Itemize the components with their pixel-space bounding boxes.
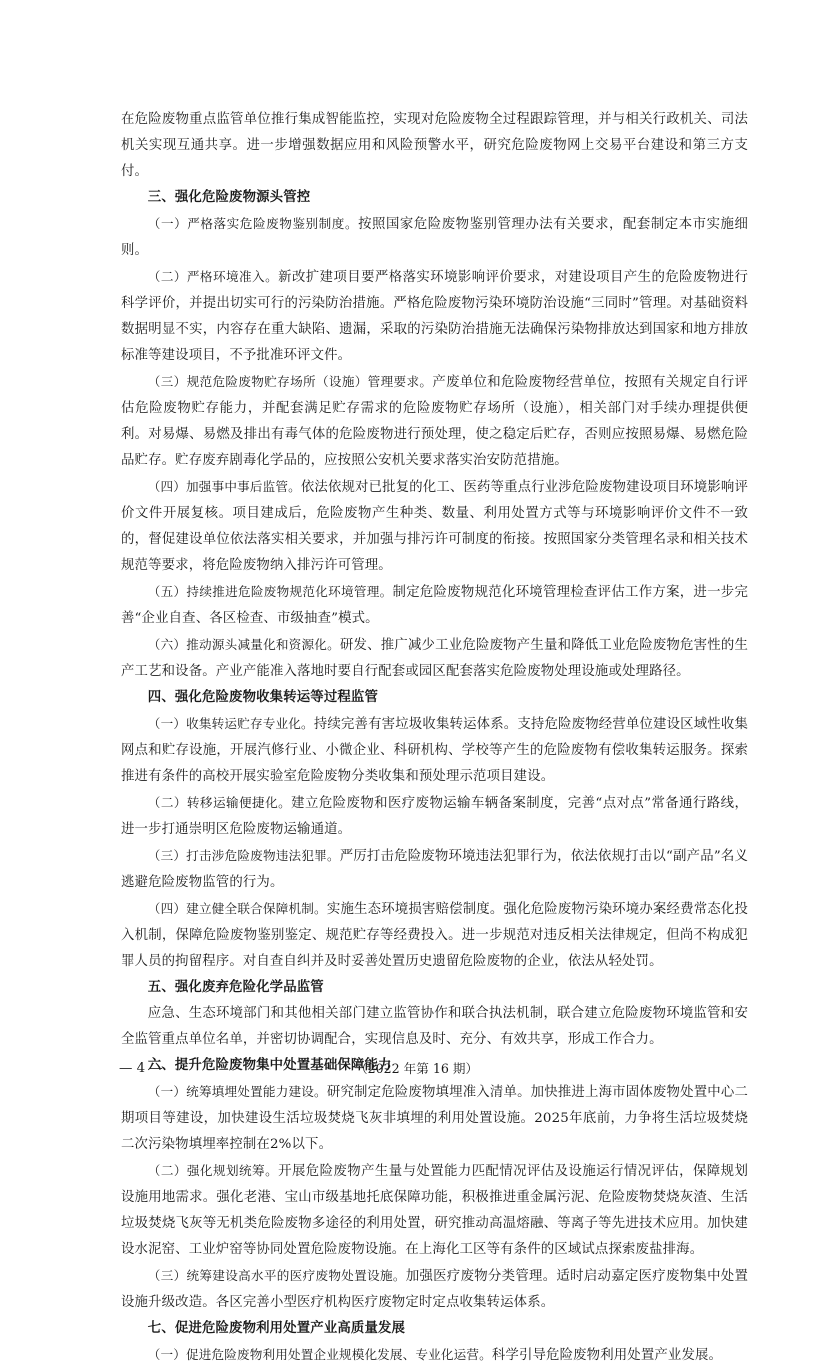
- section-heading: 七、促进危险废物利用处置产业高质量发展: [147, 1321, 406, 1336]
- section-heading: 五、强化废弃危险化学品监管: [147, 980, 324, 995]
- section-heading: 四、强化危险废物收集转运等过程监管: [147, 690, 378, 705]
- paragraph-lead: （五）持续推进危险废物规范化环境管理。: [147, 584, 393, 599]
- paragraph-lead: （二）强化规划统筹。: [147, 1163, 279, 1178]
- paragraph-text: 新改扩建项目要严格落实环境影响评价要求，对建设项目产生的危险废物进行科学评价，并提出切实可行的污染防治措施。严格危险废物污染环境防治设施“三同时”管理。对基础资料数据明显不实，内容存在重大缺陷、遗漏，采取的污染防治措施无法确保污染物排放达到国家和地方排放标准等建设项目，不予批准环评文件。: [121, 270, 749, 363]
- section-heading: 三、强化危险废物源头管控: [147, 190, 311, 205]
- paragraph-text: 在危险废物重点监管单位推行集成智能监控，实现对危险废物全过程跟踪管理，并与相关行政机关、司法机关实现互通共享。进一步增强数据应用和风险预警水平，研究危险废物网上交易平台建设和第三方支付。: [121, 112, 748, 179]
- page-number: — 4 —: [119, 1061, 163, 1076]
- paragraph: [121, 474, 748, 579]
- paragraph-lead: （六）推动源头减量化和资源化。: [147, 637, 340, 652]
- issue-label: （2022 年第 16 期）: [355, 1061, 479, 1076]
- paragraph-lead: （三）规范危险废物贮存场所（设施）管理要求。: [147, 374, 433, 389]
- paragraph: [121, 896, 748, 975]
- paragraph-lead: （三）统筹建设高水平的医疗废物处置设施。: [147, 1268, 406, 1283]
- paragraph: [121, 1263, 748, 1316]
- paragraph: [121, 369, 748, 474]
- paragraph-text: 研究制定危险废物填埋准入清单。加快推进上海市固体废物处置中心二期项目等建设，加快建设生活垃圾焚烧飞灰非填埋的利用处置设施。2025年底前，力争将生活垃圾焚烧二次污染物填埋率控制在2%以下。: [121, 1085, 748, 1152]
- paragraph-text: 依法依规对已批复的化工、医药等重点行业涉危险废物建设项目环境影响评价文件开展复核。项目建成后，危险废物产生种类、数量、利用处置方式等与环境影响评价文件不一致的，督促建设单位依法落实相关要求，并加强与排污许可制度的衔接。按照国家分类管理名录和相关技术规范等要求，将危险废物纳入排污许可管理。: [121, 480, 748, 573]
- paragraph: [121, 711, 748, 790]
- paragraph: [121, 264, 748, 369]
- paragraph: [121, 107, 748, 185]
- paragraph: [121, 1158, 748, 1263]
- paragraph-text: 应急、生态环境部门和其他相关部门建立监管协作和联合执法机制，联合建立危险废物环境监管和安全监管重点单位名单，并密切协调配合，实现信息及时、充分、有效共享，形成工作合力。: [121, 1006, 748, 1047]
- paragraph-text: 按照国家危险废物鉴别管理办法有关要求，配套制定本市实施细则。: [121, 217, 749, 258]
- paragraph-text: 开展危险废物产生量与处置能力匹配情况评估及设施运行情况评估，保障规划设施用地需求。强化老港、宝山市级基地托底保障功能，积极推进重金属污泥、危险废物焚烧灰渣、生活垃圾焚烧飞灰等无机类危险废物多途径的利用处置，研究推动高温熔融、等离子等先进技术应用。加快建设水泥窑、工业炉窑等协同处置危险废物设施。在上海化工区等有条件的区域试点探索废盐排海。: [121, 1164, 749, 1257]
- paragraph: [121, 1001, 748, 1053]
- paragraph: [121, 211, 748, 264]
- paragraph-text: 加强医疗废物分类管理。适时启动嘉定医疗废物集中处置设施升级改造。各区完善小型医疗机构医疗废物定时定点收集转运体系。: [121, 1269, 749, 1310]
- paragraph-lead: （三）打击涉危险废物违法犯罪。: [147, 848, 340, 863]
- paragraph: [121, 1342, 748, 1369]
- paragraph-text: 研发、推广减少工业危险废物产生量和降低工业危险废物危害性的生产工艺和设备。产业产能准入落地时要自行配套或园区配套落实危险废物处理设施或处理路径。: [121, 638, 749, 679]
- paragraph: [121, 632, 748, 685]
- document-body: [121, 107, 748, 1369]
- paragraph-text: 严厉打击危险废物环境违法犯罪行为，依法依规打击以“副产品”名义逃避危险废物监管的行为。: [121, 849, 749, 890]
- paragraph-text: 实施生态环境损害赔偿制度。强化危险废物污染环境办案经费常态化投入机制，保障危险废物鉴别鉴定、规范贮存等经费投入。进一步规范对违反相关法律规定，但尚不构成犯罪人员的拘留程序。对自查自纠并及时妥善处置历史遗留危险废物的企业，依法从轻处罚。: [121, 902, 748, 969]
- paragraph-lead: （四）加强事中事后监管。: [147, 479, 301, 494]
- paragraph: [121, 790, 748, 843]
- page-footer: [119, 1059, 749, 1079]
- paragraph-lead: （一）收集转运贮存专业化。: [147, 716, 314, 731]
- paragraph-lead: （二）转移运输便捷化。: [147, 795, 292, 810]
- paragraph: [121, 1079, 748, 1158]
- paragraph-text: 产废单位和危险废物经营单位，按照有关规定自行评估危险废物贮存能力，并配套满足贮存需求的危险废物贮存场所（设施），相关部门对手续办理提供便利。对易爆、易燃及排出有毒气体的危险废物进行预处理，使之稳定后贮存，否则应按照易爆、易燃危险品贮存。贮存废弃剧毒化学品的，应按照公安机关要求落实治安防范措施。: [121, 375, 748, 468]
- paragraph-lead: （一）严格落实危险废物鉴别制度。: [147, 216, 359, 231]
- paragraph-lead: （一）促进危险废物利用处置企业规模化发展、专业化运营。: [147, 1347, 492, 1362]
- paragraph-lead: （一）统筹填埋处置能力建设。: [147, 1084, 327, 1099]
- paragraph-lead: （二）严格环境准入。: [147, 269, 279, 284]
- paragraph: [121, 843, 748, 896]
- paragraph: [121, 579, 748, 632]
- paragraph-text: 持续完善有害垃圾收集转运体系。支持危险废物经营单位建设区域性收集网点和贮存设施，开展汽修行业、小微企业、科研机构、学校等产生的危险废物有偿收集转运服务。探索推进有条件的高校开展实验室危险废物分类收集和预处理示范项目建设。: [121, 717, 748, 784]
- paragraph-text: 制定危险废物规范化环境管理检查评估工作方案，进一步完善“企业自查、各区检查、市级抽查”模式。: [121, 585, 748, 626]
- paragraph-lead: （四）建立健全联合保障机制。: [147, 901, 327, 916]
- paragraph-text: 建立危险废物和医疗废物运输车辆备案制度，完善“点对点”常备通行路线，进一步打通崇明区危险废物运输通道。: [121, 796, 748, 837]
- paragraph-text: 科学引导危险废物利用处置产业发展。: [491, 1348, 723, 1363]
- section-heading: 六、提升危险废物集中处置基础保障能力: [147, 1058, 392, 1073]
